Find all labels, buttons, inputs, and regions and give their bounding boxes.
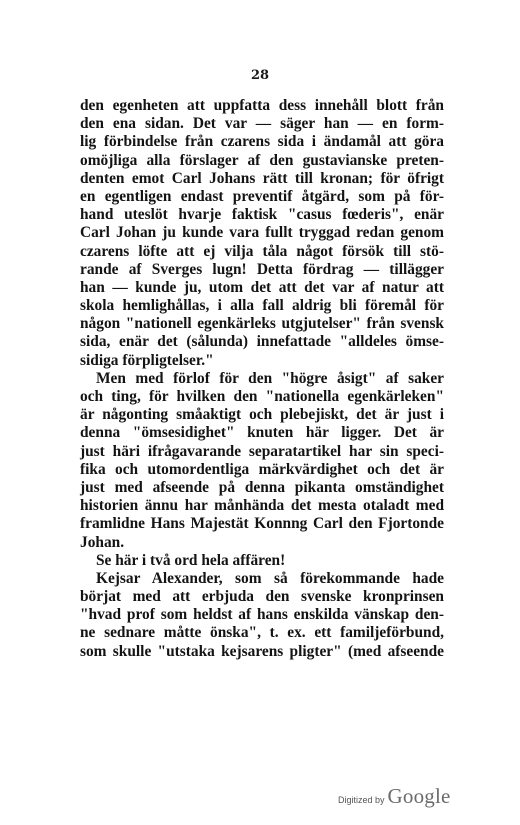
- text-line: en egentligen endast preventif åtgärd, som på för-: [80, 187, 444, 205]
- text-line: Carl Johan ju kunde vara fullt tryggad redan genom: [80, 224, 444, 242]
- text-line: Johan.: [80, 533, 125, 551]
- text-line: hand uteslöt hvarje faktisk "casus fœderis", enär: [80, 206, 444, 224]
- text-line: omöjliga alla förslager af den gustavianske preten-: [80, 151, 444, 169]
- text-line: han — kunde ju, utom det att det var af natur att: [80, 278, 444, 296]
- text-line: historien ännu har månhända det mesta otaladt med: [80, 497, 444, 515]
- text-line: sidiga förpligtelser.": [80, 351, 214, 369]
- text-line: skola hemlighållas, i alla fall aldrig bli föremål för: [80, 297, 444, 315]
- text-line: Se här i två ord hela affären!: [96, 551, 286, 569]
- text-line: den ena sidan. Det var — säger han — en form-: [80, 115, 444, 133]
- text-line: czarens löfte att ej vilja tåla något försök till stö-: [80, 242, 444, 260]
- text-line: denten emot Carl Johans rätt till kronan; för öfrigt: [80, 169, 444, 187]
- text-line: framlidne Hans Majestät Konnng Carl den Fjortonde: [80, 515, 444, 533]
- text-line: sida, enär det (sålunda) innefattade "alldeles ömse-: [80, 333, 444, 351]
- text-line: och ting, för hvilken den "nationella egenkärleken": [80, 388, 444, 405]
- text-line: denna "ömsesidighet" knuten här ligger. Det är: [80, 424, 444, 442]
- text-line: ne sednare måtte önska", t. ex. ett familjeförbund,: [80, 624, 444, 642]
- text-line: någon "nationell egenkärleks utgjutelser" från svensk: [80, 315, 444, 333]
- text-line: rande af Sverges lugn! Detta fördrag — tillägger: [80, 260, 444, 278]
- text-line: fika och utomordentliga märkvärdighet och det är: [80, 460, 444, 478]
- page-number: 28: [250, 68, 270, 83]
- text-line: "hvad prof som heldst af hans enskilda vänskap den-: [80, 606, 444, 624]
- text-line: som skulle "utstaka kejsarens pligter" (med afseende: [80, 642, 444, 660]
- digitized-footer: [338, 784, 451, 810]
- text-line: Kejsar Alexander, som så förekommande hade: [96, 569, 444, 587]
- text-line: Men med förlof för den "högre åsigt" af saker: [96, 369, 444, 387]
- body-text: [80, 97, 444, 661]
- google-logo: Google: [387, 784, 451, 808]
- text-line: börjat med att erbjuda den svenske kronprinsen: [80, 588, 444, 606]
- text-line: just med afseende på denna pikanta omständighet: [80, 478, 444, 496]
- text-line: lig förbindelse från czarens sida i ändamål att göra: [80, 133, 444, 151]
- text-line: den egenheten att uppfatta dess innehåll blott från: [80, 97, 444, 114]
- digitized-by-label: Digitized by: [338, 795, 385, 805]
- text-line: är någonting småaktigt och plebejiskt, det är just i: [80, 406, 444, 424]
- text-line: just häri ifrågavarande separatartikel har sin speci-: [80, 442, 444, 460]
